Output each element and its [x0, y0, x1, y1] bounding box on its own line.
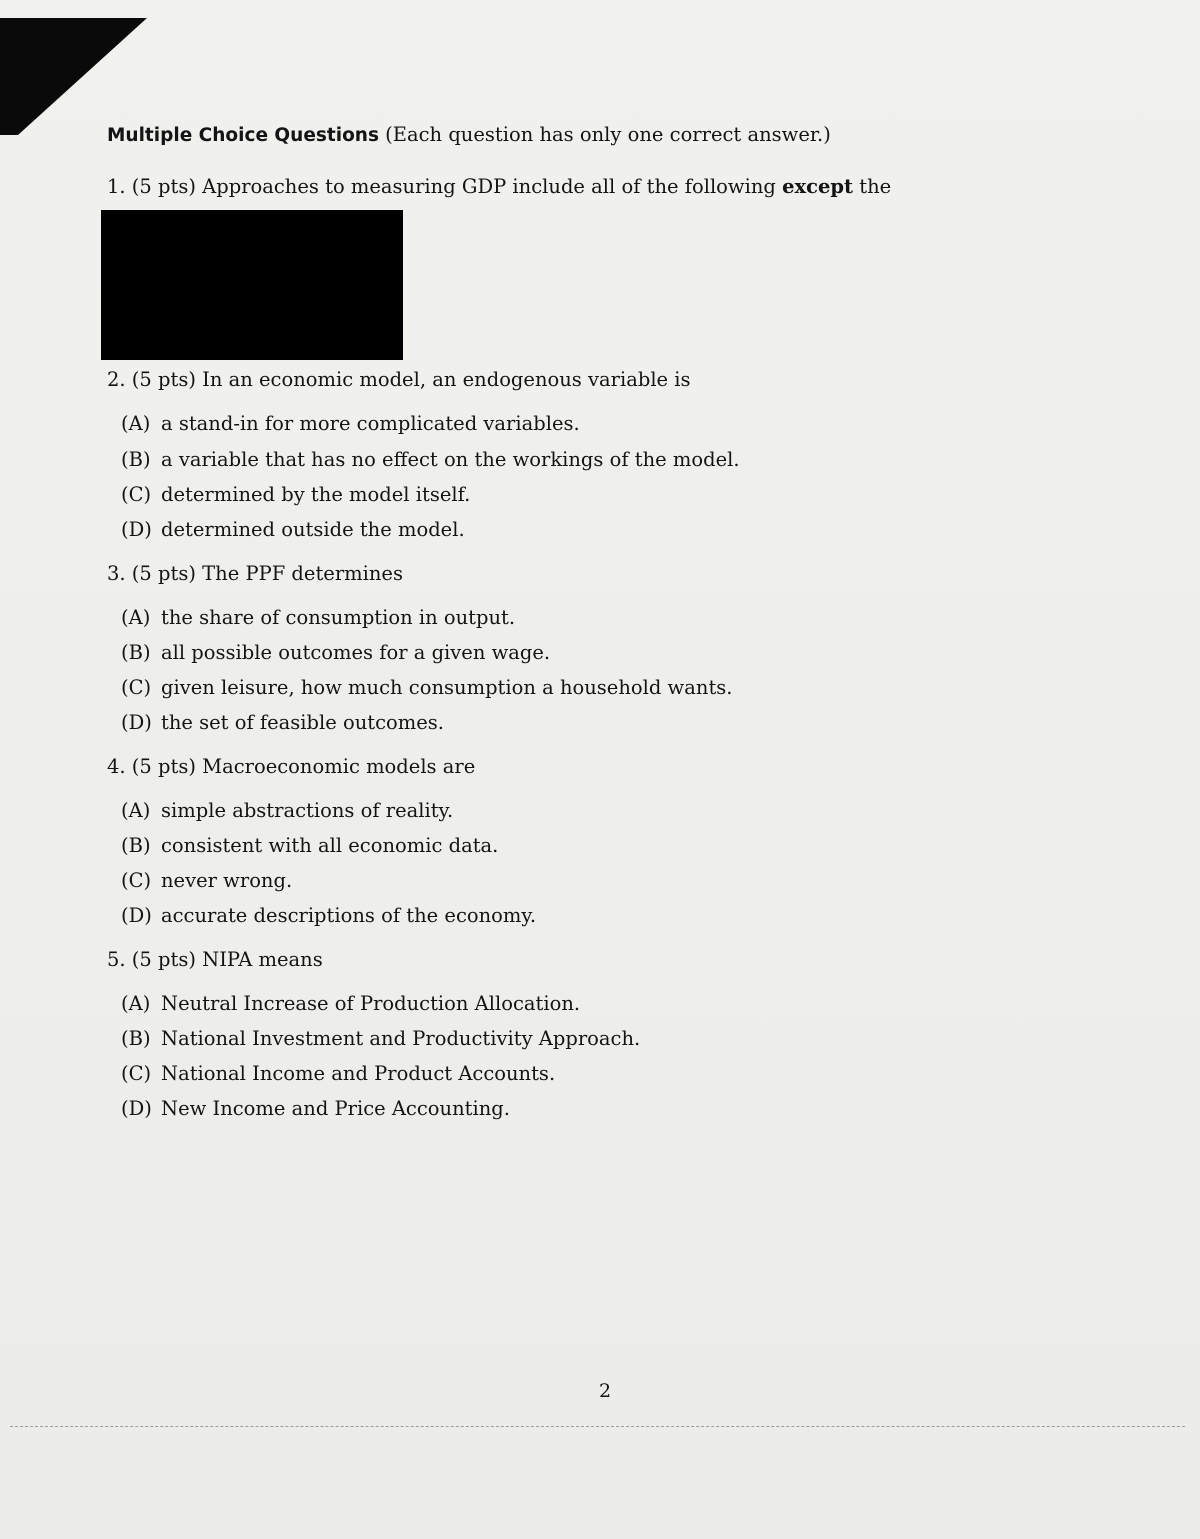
- option-text: New Income and Price Accounting.: [161, 1097, 510, 1120]
- question-5-prompt: 5. (5 pts) NIPA means: [107, 948, 323, 971]
- option-text: National Investment and Productivity Approach.: [161, 1027, 641, 1050]
- option-letter: (D): [121, 518, 152, 541]
- option-text: given leisure, how much consumption a household wants.: [161, 676, 733, 699]
- question-2-option-a[interactable]: [121, 411, 580, 437]
- question-4-prompt: 4. (5 pts) Macroeconomic models are: [107, 755, 476, 778]
- option-letter: (A): [121, 992, 151, 1015]
- question-2-option-d[interactable]: [121, 517, 465, 543]
- redacted-answer-block: [101, 210, 403, 360]
- option-letter: (D): [121, 904, 152, 927]
- question-4-option-c[interactable]: [121, 868, 292, 894]
- option-text: a variable that has no effect on the workings of the model.: [161, 448, 740, 471]
- option-letter: (C): [121, 483, 152, 506]
- question-2-prompt: 2. (5 pts) In an economic model, an endogenous variable is: [107, 368, 691, 391]
- option-text: simple abstractions of reality.: [161, 799, 454, 822]
- option-text: never wrong.: [161, 869, 293, 892]
- option-text: the set of feasible outcomes.: [161, 711, 444, 734]
- question-3-option-c[interactable]: [121, 675, 732, 701]
- option-letter: (D): [121, 1097, 152, 1120]
- section-heading: [107, 122, 831, 149]
- question-3-option-b[interactable]: [121, 640, 550, 666]
- option-text: all possible outcomes for a given wage.: [161, 641, 551, 664]
- question-5-option-b[interactable]: [121, 1026, 640, 1052]
- option-text: determined by the model itself.: [161, 483, 471, 506]
- question-3-prompt: 3. (5 pts) The PPF determines: [107, 562, 403, 585]
- option-letter: (C): [121, 1062, 152, 1085]
- option-letter: (C): [121, 676, 152, 699]
- section-heading-note: (Each question has only one correct answer.): [378, 123, 831, 146]
- option-text: Neutral Increase of Production Allocation.: [161, 992, 581, 1015]
- option-letter: (A): [121, 412, 151, 435]
- option-text: accurate descriptions of the economy.: [161, 904, 537, 927]
- question-2-option-c[interactable]: [121, 482, 470, 508]
- option-letter: (C): [121, 869, 152, 892]
- option-letter: (B): [121, 1027, 151, 1050]
- option-text: consistent with all economic data.: [161, 834, 499, 857]
- option-letter: (B): [121, 834, 151, 857]
- question-1-prompt: 1. (5 pts) Approaches to measuring GDP include all of the following except the: [107, 175, 892, 198]
- question-5-option-d[interactable]: [121, 1096, 510, 1122]
- option-letter: (B): [121, 448, 151, 471]
- question-5-option-a[interactable]: [121, 991, 580, 1017]
- option-text: determined outside the model.: [161, 518, 465, 541]
- question-1-emphasis: except: [782, 175, 854, 198]
- page-bottom-rule: [10, 1426, 1185, 1427]
- question-5-option-c[interactable]: [121, 1061, 555, 1087]
- option-text: a stand-in for more complicated variables.: [161, 412, 580, 435]
- question-4-option-a[interactable]: [121, 798, 453, 824]
- question-3-option-a[interactable]: [121, 605, 515, 631]
- question-4-option-b[interactable]: [121, 833, 498, 859]
- section-heading-title: Multiple Choice Questions: [107, 125, 379, 146]
- question-2-option-b[interactable]: [121, 447, 740, 473]
- question-4-option-d[interactable]: [121, 903, 536, 929]
- option-letter: (A): [121, 799, 151, 822]
- page-number: 2: [598, 1380, 612, 1402]
- option-text: National Income and Product Accounts.: [161, 1062, 556, 1085]
- question-3-option-d[interactable]: [121, 710, 444, 736]
- option-letter: (B): [121, 641, 151, 664]
- option-text: the share of consumption in output.: [161, 606, 516, 629]
- option-letter: (A): [121, 606, 151, 629]
- option-letter: (D): [121, 711, 152, 734]
